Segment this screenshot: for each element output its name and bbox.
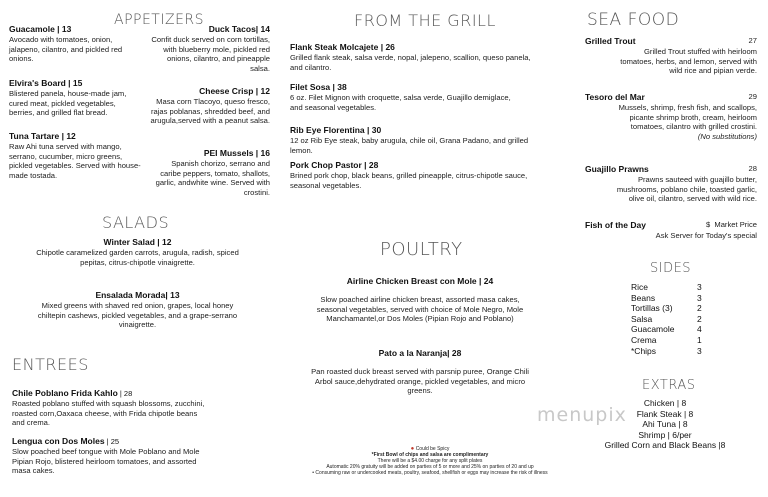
chili-icon: ● [410,446,415,452]
watermark: menupix [537,404,627,426]
item-name: Duck Tacos| 14 [208,24,270,34]
extras-item: Shrimp | 6/per [638,429,692,440]
item-desc: 12 oz Rib Eye steak, baby arugula, chile oil, Grana Padano, and grilled lemon. [290,136,529,155]
appetizers-title: APPETIZERS [114,12,205,28]
sides-row: Rice 3 [631,282,702,292]
item-desc: Mixed greens with shaved red onion, grapes, local honey chiltepin cashews, pickled vegetables, and a grape-serrano vinaigrette. [37,301,238,330]
item-price: 27 [748,36,757,45]
item-name: Fish of the Day [585,220,646,230]
grill-title: FROM THE GRILL [354,11,496,30]
item-name: Filet Sosa | 38 [290,82,347,92]
item-price: 29 [748,92,757,101]
item-desc: 6 oz. Filet Mignon with croquette, salsa verde, Guajillo demiglace, and seasonal vegetables. [290,93,511,112]
sides-row: *Chips 3 [631,345,702,356]
poultry-title: POULTRY [380,239,463,260]
item-price: | 28 [117,389,133,398]
entrees-title: ENTREES [12,355,89,374]
salads-title: SALADS [102,213,170,232]
menu-item-pork-chop [290,160,540,190]
item-name: Pato a la Naranja| 28 [378,348,462,358]
item-desc: Slow poached beef tongue with Mole Poblano and Mole Pipian Rojo, blistered heirloom tomatoes, and assorted masa cakes. [12,447,200,476]
menu-item-fish-of-the-day [585,220,757,241]
item-desc: Roasted poblano stuffed with squash blossoms, zucchini, roasted corn,Oaxaca cheese, with Frida chipotle beans and crema. [12,399,205,428]
sides-row: Salsa 2 [631,313,702,324]
item-desc: Spanish chorizo, serrano and caribe peppers, tomato, shallots, garlic, andwhite wine. Served with crostini. [155,159,270,197]
item-name: Rib Eye Florentina | 30 [290,125,382,135]
item-desc: Confit duck served on corn tortillas, with blueberry mole, pickled red onions, cilantro, and pineapple salsa. [151,35,270,73]
item-name: Tuna Tartare | 12 [9,131,76,141]
menu-item-chile-poblano [12,388,212,428]
sides-title: SIDES [650,261,692,276]
item-desc: Grilled Trout stuffed with heirloom tomatoes, herbs, and lemon, served with wild rice and pipian verde. [620,47,757,76]
item-desc: Pan roasted duck breast served with parsnip puree, Orange Chili Arbol sauce,dehydrated orange, pickled vegetables, and micro greens. [311,367,529,396]
menu-item-lengua [12,436,212,476]
extras-title: EXTRAS [642,378,696,393]
item-name: Grilled Trout [585,36,636,46]
menu-item-tuna-tartare [9,131,141,180]
spicy-note: ● Could be Spicy [410,446,450,452]
item-name: Cheese Crisp | 12 [199,86,270,96]
chips-note: *First Bowl of chips and salsa are complimentary [371,452,489,458]
item-name: Guacamole | 13 [9,24,72,34]
item-desc: Ask Server for Today's special [655,231,757,240]
menu-item-ensalada-morada [30,290,245,330]
menu-item-guajillo-prawns [585,164,757,204]
extras-item: Chicken | 8 [643,398,687,408]
item-note: (No substitutions) [697,131,757,141]
menu-item-duck-tacos [150,24,270,73]
item-desc: Avocado with tomatoes, onion, jalapeno, cilantro, and pickled red onions. [9,35,123,64]
extras-item: Ahi Tuna | 8 [642,419,688,429]
item-desc: Chipotle caramelized garden carrots, arugula, radish, spiced pepitas, citrus-chipotle vinaigrette. [36,248,239,267]
item-name: Elvira's Board | 15 [9,78,83,88]
sides-row: Crema 1 [631,334,702,345]
sides-list [631,282,721,356]
sides-row: Tortillas (3) 2 [631,303,702,314]
item-name: Winter Salad | 12 [103,237,172,247]
item-price: | 25 [104,437,120,446]
menu-item-airline-chicken [310,276,530,324]
menu-item-pei-mussels [150,148,270,197]
item-price: $ Market Price [705,220,757,229]
menu-item-flank-steak [290,42,540,72]
item-name: Chile Poblano Frida Kahlo [12,388,118,398]
item-name: Ensalada Morada| 13 [95,290,180,300]
extras-item: Flank Steak | 8 [636,408,694,419]
item-desc: Blistered panela, house-made jam, cured meat, pickled vegetables, berries, and grilled flat bread. [9,89,127,118]
menu-item-rib-eye [290,125,550,155]
item-desc: Raw Ahi tuna served with mango, serrano, cucumber, micro greens, pickled vegetables. Served with house-made tostada. [9,142,141,180]
item-desc: Brined pork chop, black beans, grilled pineapple, citrus-chipotle sauce, seasonal vegetables. [290,171,528,190]
item-name: Flank Steak Molcajete | 26 [290,42,395,52]
menu-item-filet-sosa [290,82,515,112]
item-name: Guajillo Prawns [585,164,649,174]
menu-item-guacamole [9,24,139,64]
item-name: Lengua con Dos Moles [12,436,105,446]
menu-item-grilled-trout [585,36,757,76]
warning-note: • Consuming raw or undercooked meats, poultry, seafood, shellfish or eggs may increase the risk of illness [312,470,548,476]
item-desc: Slow poached airline chicken breast, assorted masa cakes, seasonal vegetables, served with choice of Mole Negro, Mole Manchamantel,or Dos Moles (Pipian Rojo and Poblano) [316,295,524,324]
item-name: PEI Mussels | 16 [203,148,270,158]
item-price: 28 [748,164,757,173]
item-desc: Masa corn Tlacoyo, queso fresco, rajas poblanas, shredded beef, and arugula,served with a peanut salsa. [150,97,270,126]
sides-row: Beans 3 [631,292,702,303]
menu-item-pato-naranja [310,348,530,396]
item-name: Pork Chop Pastor | 28 [290,160,379,170]
item-desc: Mussels, shrimp, fresh fish, and scallops, picante shrimp broth, cream, heirloom tomatoes, cilantro with grilled crostini. [618,103,757,132]
menu-item-cheese-crisp [150,86,270,126]
footer-notes [290,446,570,476]
extras-item: Grilled Corn and Black Beans |8 [604,440,726,450]
menu-item-elviras-board [9,78,139,118]
sides-row: Guacamole 4 [631,324,702,335]
menu-item-tesoro-del-mar [585,92,757,141]
menu-item-winter-salad [30,237,245,267]
item-name: Airline Chicken Breast con Mole | 24 [346,276,494,286]
item-desc: Prawns sauteed with guajillo butter, mushrooms, poblano chile, toasted garlic, olive oil, cilantro, served with wild rice. [616,175,757,204]
item-name: Tesoro del Mar [585,92,645,102]
gratuity-note: Automatic 20% gratuity will be added on parties of 5 or more and 25% on parties of 20 and up [326,464,534,470]
item-desc: Grilled flank steak, salsa verde, nopal, jalepeno, scallion, queso panela, and cilantro. [290,53,531,72]
seafood-title: SEA FOOD [587,10,680,30]
split-note: There will be a $4.00 charge for any split plates [377,458,483,464]
